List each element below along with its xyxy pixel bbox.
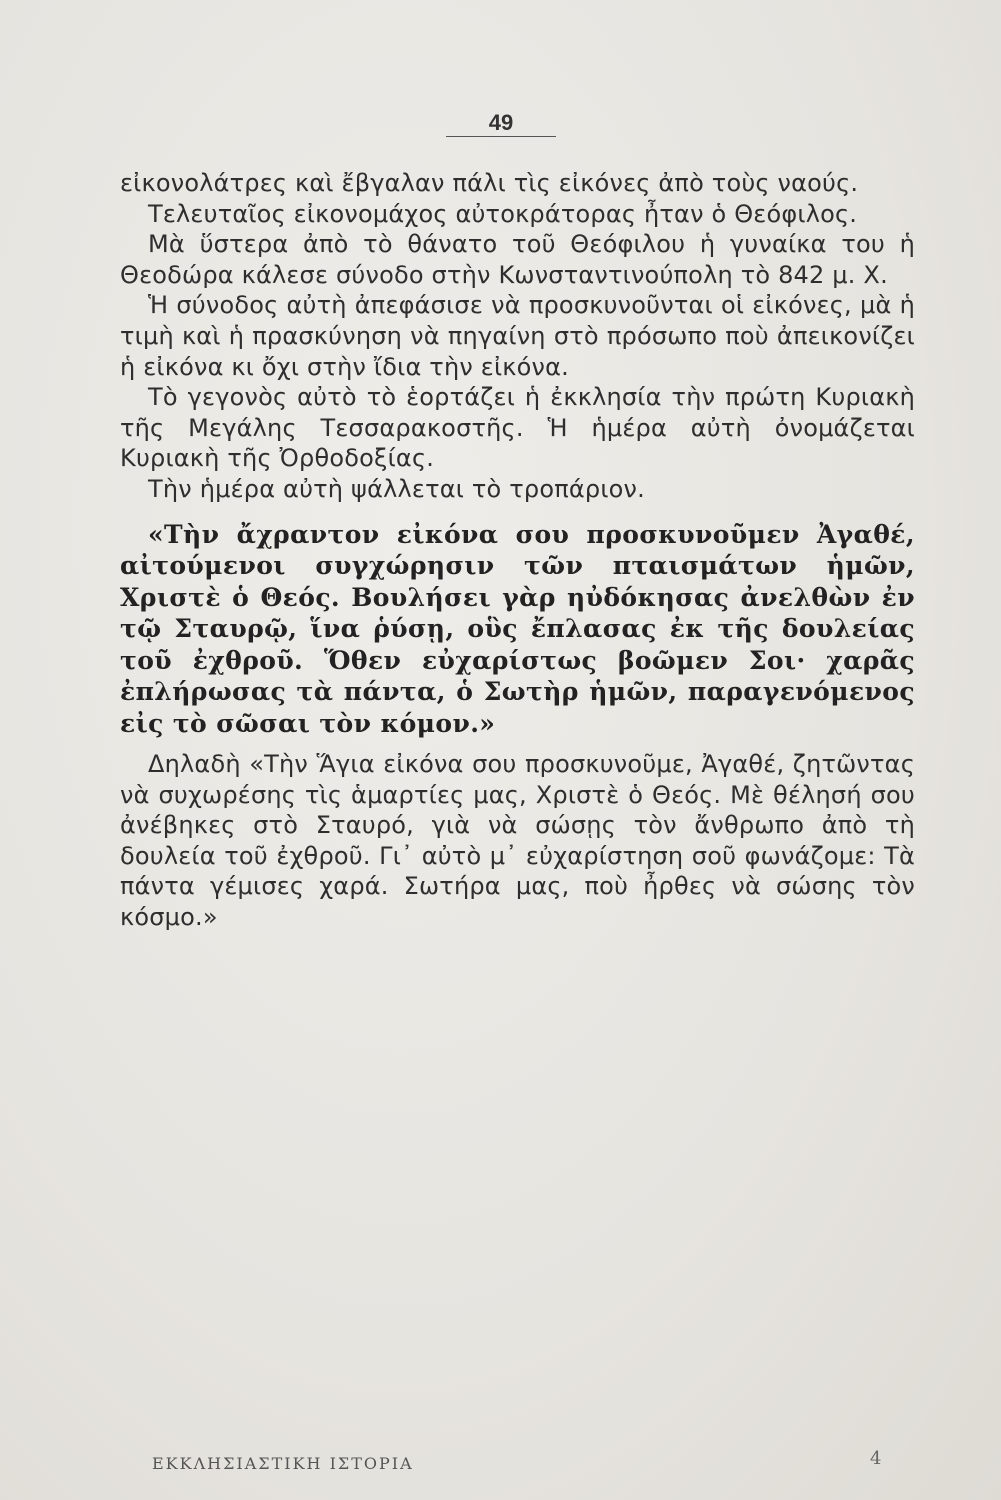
- paragraph-continuation: εἰκονολάτρες καὶ ἔβγαλαν πάλι τὶς εἰκόνες ἀπὸ τοὺς ναούς.: [120, 169, 859, 197]
- troparion-hymn: «Τὴν ἄχραντον εἰκόνα σου προσκυνοῦμεν Ἀγαθέ, αἰτούμενοι συγχώρησιν τῶν πταισμάτων ἡμῶν, Χριστὲ ὁ Θεός. Βουλήσει γὰρ ηὐδόκησας ἀνελθὼν ἐν τῷ Σταυρῷ, ἵνα ῥύσῃ, οὓς ἔπλασας ἐκ τῆς δουλείας τοῦ ἐχθροῦ. Ὅθεν εὐχαρίστως βοῶμεν Σοι· χαρᾶς ἐπλήρωσας τὰ πάντα, ὁ Σωτὴρ ἡμῶν, παραγενόμενος εἰς τὸ σῶσαι τὸν κόμον.»: [120, 519, 915, 738]
- paragraph-synod: Μὰ ὕστερα ἀπὸ τὸ θάνατο τοῦ Θεόφιλου ἡ γυναίκα του ἡ Θεοδώρα κάλεσε σύνοδο στὴν Κωνσταντινούπολη τὸ 842 μ. Χ.: [120, 230, 915, 289]
- footer-book-title: ΕΚΚΛΗΣΙΑΣΤΙΚΗ ΙΣΤΟΡΙΑ: [152, 1454, 414, 1473]
- page-number: 49: [488, 110, 514, 135]
- paragraph-translation: Δηλαδὴ «Τὴν Ἅγια εἰκόνα σου προσκυνοῦμε, Ἀγαθέ, ζητῶντας νὰ συχωρέσης τὶς ἁμαρτίες μας, Χριστὲ ὁ Θεός. Μὲ θέλησή σου ἀνέβηκες στὸ Σταυρό, γιὰ νὰ σώσῃς τὸν ἄνθρωπο ἀπὸ τὴ δουλεία τοῦ ἐχθροῦ. Γι᾽ αὐτὸ μ᾽ εὐχαρίστηση σοῦ φωνάζομε: Τὰ πάντα γέμισες χαρά. Σωτήρα μας, ποὺ ἦρθες νὰ σώσης τὸν κόσμο.»: [120, 750, 915, 931]
- paragraph-synod-decision: Ἡ σύνοδος αὐτὴ ἀπεφάσισε νὰ προσκυνοῦνται οἱ εἰκόνες, μὰ ἡ τιμὴ καὶ ἡ πρασκύνηση νὰ πηγαίνη στὸ πρόσωπο ποὺ ἀπεικονίζει ἡ εἰκόνα κι ὄχι στὴν ἴδια τὴν εἰκόνα.: [120, 291, 915, 381]
- paragraph-troparion-intro: Τὴν ἡμέρα αὐτὴ ψάλλεται τὸ τροπάριον.: [148, 474, 645, 503]
- paragraph-last-iconoclast: Τελευταῖος εἰκονομάχος αὐτοκράτορας ἦταν ὁ Θεόφιλος.: [148, 199, 858, 228]
- page-number-rule: [446, 136, 556, 137]
- footer-signature-mark: 4: [870, 1448, 882, 1469]
- body-text: [120, 168, 915, 933]
- paragraph-feast: Τὸ γεγονὸς αὐτὸ τὸ ἑορτάζει ἡ ἐκκλησία τὴν πρώτη Κυριακὴ τῆς Μεγάλης Τεσσαρακοστῆς. Ἡ ἡμέρα αὐτὴ ὀνομάζεται Κυριακὴ τῆς Ὀρθοδοξίας.: [120, 383, 915, 473]
